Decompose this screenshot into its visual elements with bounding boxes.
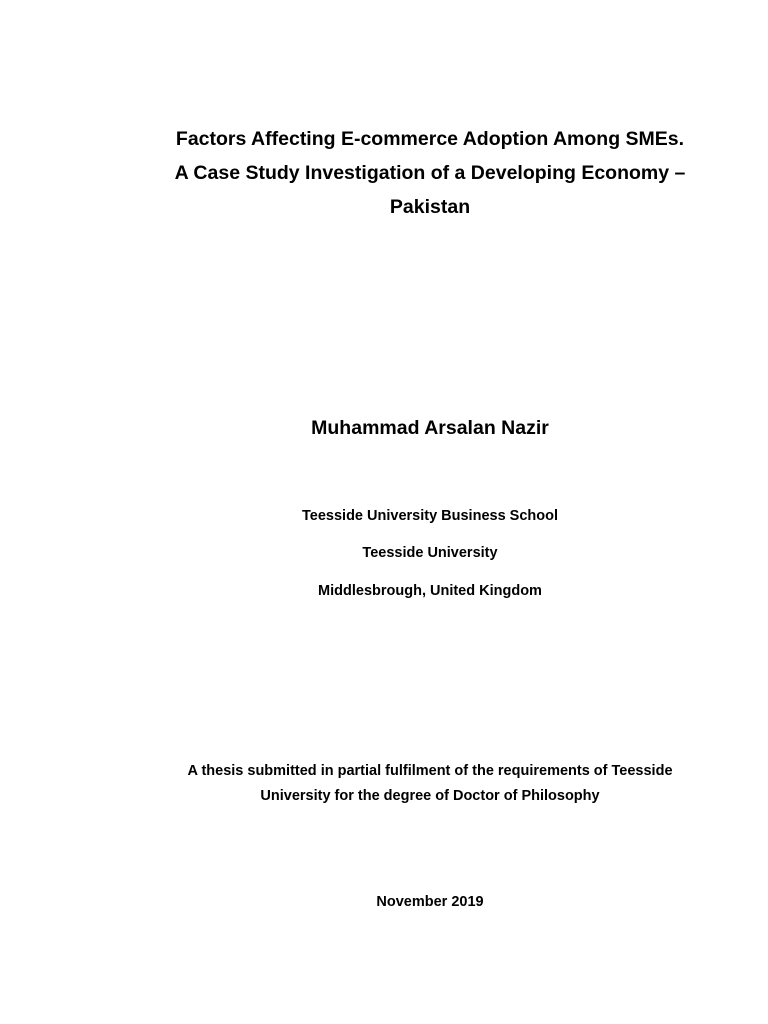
degree-statement-line-1: A thesis submitted in partial fulfilment of the requirements of Teesside — [187, 763, 673, 779]
affiliation-location: Middlesbrough, United Kingdom — [318, 583, 542, 599]
author-name: Muhammad Arsalan Nazir — [311, 417, 549, 439]
thesis-title — [90, 122, 768, 224]
affiliation-school: Teesside University Business School — [302, 508, 558, 524]
affiliation-university: Teesside University — [362, 545, 498, 561]
degree-statement-line-2: University for the degree of Doctor of Philosophy — [260, 788, 600, 804]
degree-statement — [90, 759, 768, 809]
thesis-title-line-3: Pakistan — [389, 196, 471, 218]
thesis-title-line-1: Factors Affecting E-commerce Adoption Among SMEs. — [175, 128, 685, 150]
thesis-title-line-2: A Case Study Investigation of a Developing Economy – — [174, 162, 686, 184]
submission-date: November 2019 — [376, 894, 484, 910]
